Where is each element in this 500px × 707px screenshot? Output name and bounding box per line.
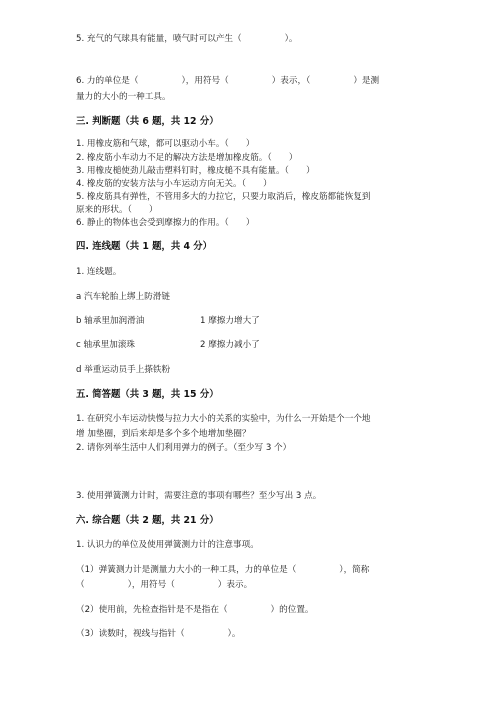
question-6-line-2: 量力的大小的一种工具。 (76, 92, 171, 102)
judge-item-6: 6. 静止的物体也会受到摩擦力的作用。（ ） (76, 218, 255, 228)
judge-item-2: 2. 橡皮筋小车动力不足的解决方法是增加橡皮筋。（ ） (76, 153, 298, 163)
judge-item-4: 4. 橡皮筋的安装方法与小车运动方向无关。（ ） (76, 179, 272, 189)
judge-item-3: 3. 用橡皮槌使劲儿敲击塑料钉时，橡皮槌不具有能量。（ ） (76, 166, 315, 176)
comprehensive-sub-2: （2）使用前，先检查指针是不是指在（ ）的位置。 (76, 605, 314, 615)
question-5: 5. 充气的气球具有能量，喷气时可以产生（ ）。 (76, 34, 298, 44)
comprehensive-sub-3: （3）读数时，视线与指针（ ）。 (76, 629, 241, 639)
section-3-heading: 三. 判断题（共 6 题，共 12 分） (76, 116, 219, 127)
matching-right-1: 1 摩擦力增大了 (200, 316, 260, 326)
judge-item-5-line-1: 5. 橡皮筋具有弹性，不管用多大的力拉它，只要力取消后，橡皮筋都能恢复到 (76, 192, 371, 202)
comprehensive-sub-1-line-2: （ ），用符号（ ）表示。 (76, 580, 253, 590)
comprehensive-sub-1-line-1: （1）弹簧测力计是测量力大小的一种工具，力的单位是（ ），简称 (76, 565, 370, 575)
short-answer-1-line-2: 增 加垫圈，到后来却是多个多个地增加垫圈？ (76, 429, 251, 439)
matching-right-2: 2 摩擦力减小了 (200, 340, 260, 350)
section-4-heading: 四. 连线题（共 1 题，共 4 分） (76, 241, 213, 252)
matching-left-d: d 举重运动员手上搽铁粉 (76, 365, 171, 375)
judge-item-1: 1. 用橡皮筋和气球，都可以驱动小车。（ ） (76, 139, 255, 149)
short-answer-1-line-1: 1. 在研究小车运动快慢与拉力大小的关系的实验中，为什么一开始是个一个地 (76, 414, 371, 424)
section-6-heading: 六. 综合题（共 2 题，共 21 分） (76, 515, 219, 526)
judge-item-5-line-2: 原来的形状。（ ） (76, 205, 158, 215)
question-6-line-1: 6. 力的单位是（ ），用符号（ ）表示，（ ）是测 (76, 76, 380, 86)
matching-left-a: a 汽车轮胎上绑上防滑链 (76, 292, 170, 302)
short-answer-2: 2. 请你列举生活中人们利用弹力的例子。（至少写 3 个） (76, 443, 292, 453)
short-answer-3: 3. 使用弹簧测力计时，需要注意的事项有哪些？至少写出 3 点。 (76, 491, 322, 501)
section-5-heading: 五. 简答题（共 3 题，共 15 分） (76, 389, 219, 400)
matching-left-b: b 轴承里加润滑油 (76, 316, 145, 326)
comprehensive-prompt: 1. 认识力的单位及使用弹簧测力计的注意事项。 (76, 540, 259, 550)
matching-prompt: 1. 连线题。 (76, 267, 122, 277)
matching-left-c: c 轴承里加滚珠 (76, 340, 136, 350)
